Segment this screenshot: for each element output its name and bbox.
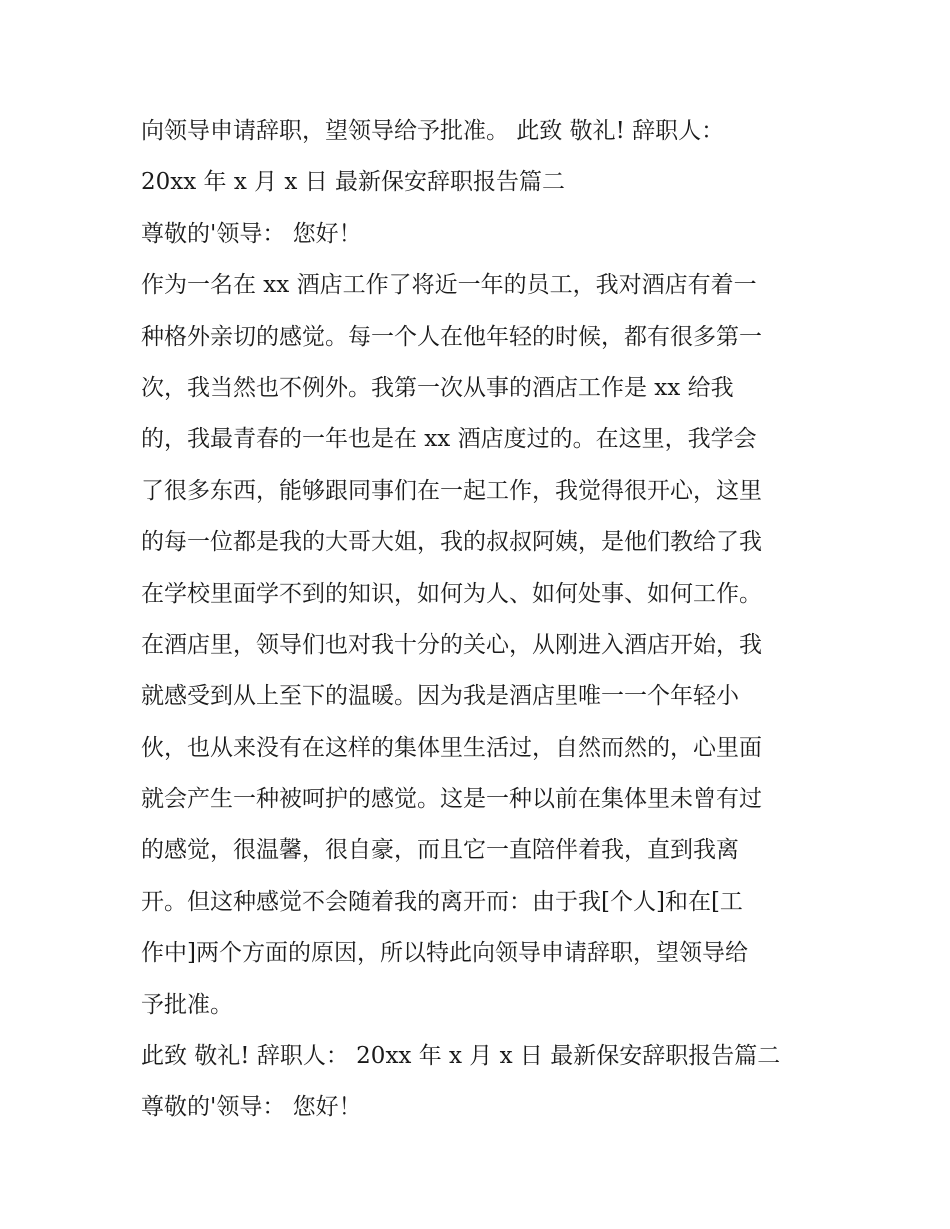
text-line: 了很多东西，能够跟同事们在一起工作，我觉得很开心，这里: [141, 477, 762, 504]
text-line: 在学校里面学不到的知识，如何为人、如何处事、如何工作。: [141, 580, 762, 607]
text-line: 就感受到从上至下的温暖。因为我是酒店里唯一一个年轻小: [141, 683, 739, 710]
text-line: 此致 敬礼! 辞职人： 20xx 年 x 月 x 日 最新保安辞职报告篇二: [141, 1043, 781, 1070]
text-line: 伙，也从来没有在这样的集体里生活过，自然而然的，心里面: [141, 734, 762, 761]
text-line: 的感觉，很温馨，很自豪，而且它一直陪伴着我，直到我离: [141, 837, 739, 864]
text-line: 尊敬的'领导： 您好！: [141, 220, 362, 247]
text-line: 尊敬的'领导： 您好！: [141, 1094, 362, 1121]
text-line: 就会产生一种被呵护的感觉。这是一种以前在集体里未曾有过: [141, 786, 762, 813]
text-line: 种格外亲切的感觉。每一个人在他年轻的时候，都有很多第一: [141, 323, 762, 350]
text-line: 的每一位都是我的大哥大姐，我的叔叔阿姨，是他们教给了我: [141, 529, 762, 556]
text-line: 予批准。: [141, 991, 233, 1018]
text-line: 作中]两个方面的原因，所以特此向领导申请辞职，望领导给: [141, 940, 748, 967]
text-line: 次，我当然也不例外。我第一次从事的酒店工作是 xx 给我: [141, 374, 734, 401]
text-line: 向领导申请辞职，望领导给予批准。 此致 敬礼! 辞职人：: [141, 118, 725, 144]
document-body: [141, 106, 821, 1134]
text-line: 在酒店里，领导们也对我十分的关心，从刚进入酒店开始，我: [141, 631, 762, 658]
text-line: 作为一名在 xx 酒店工作了将近一年的员工，我对酒店有着一: [141, 272, 757, 299]
text-line: 20xx 年 x 月 x 日 最新保安辞职报告篇二: [141, 169, 566, 196]
text-line: 的，我最青春的一年也是在 xx 酒店度过的。在这里，我学会: [141, 426, 757, 453]
text-line: 开。但这种感觉不会随着我的离开而：由于我[个人]和在[工: [141, 888, 743, 915]
